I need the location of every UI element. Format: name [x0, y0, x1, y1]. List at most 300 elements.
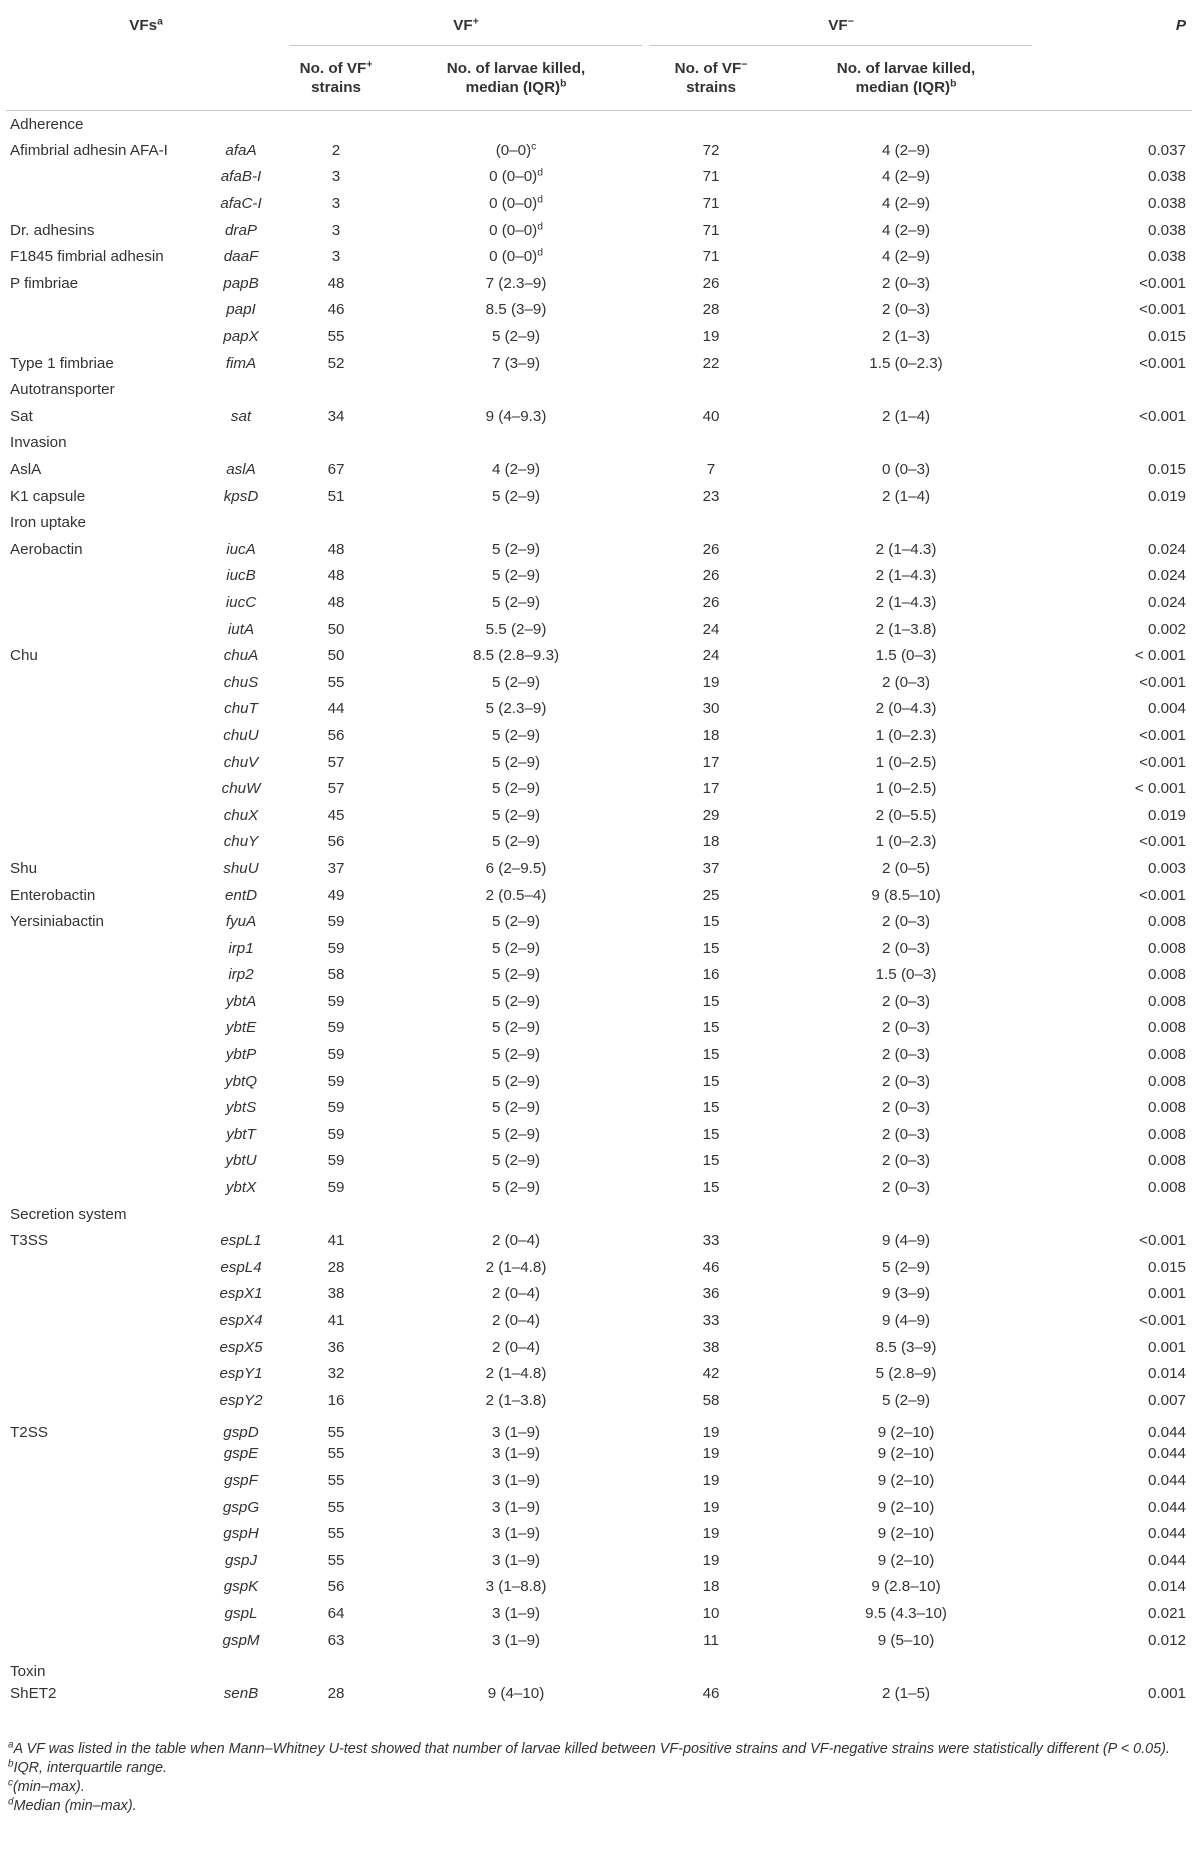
factor-cell-text: F1845 fimbrial adhesin	[10, 248, 164, 266]
p-value-cell	[1036, 1121, 1192, 1148]
neg-strains-cell-text: 26	[702, 540, 720, 558]
p-value-cell	[1036, 1360, 1192, 1387]
pos-strains-cell-text: 36	[327, 1338, 345, 1356]
pos-killed-cell-text: 3 (1–9)	[491, 1604, 541, 1622]
pos-killed-cell-text: 5 (2–9)	[491, 1152, 541, 1170]
gene-cell	[196, 563, 286, 590]
pos-killed-cell	[386, 1627, 646, 1654]
pos-killed-cell	[386, 1547, 646, 1574]
neg-killed-cell-text: 1.5 (0–3)	[875, 966, 937, 984]
factor-cell	[6, 882, 196, 909]
pos-strains-cell	[286, 722, 386, 749]
table-row	[6, 1520, 1192, 1547]
p-value-cell-text: 0.008	[1148, 1072, 1187, 1090]
gene-cell	[196, 1414, 286, 1441]
pos-killed-cell	[386, 722, 646, 749]
neg-killed-cell	[776, 1680, 1036, 1707]
gene-cell	[196, 749, 286, 776]
neg-killed-cell-text: 8.5 (3–9)	[875, 1338, 937, 1356]
neg-strains-cell-text: 19	[702, 328, 720, 346]
table-row	[6, 1174, 1192, 1201]
table-row	[6, 882, 1192, 909]
pos-strains-cell	[286, 1414, 386, 1441]
neg-killed-cell-text: 4 (2–9)	[881, 248, 931, 266]
table-row	[6, 243, 1192, 270]
gene-cell-text: draP	[224, 221, 258, 239]
table-row	[6, 1121, 1192, 1148]
neg-killed-cell-text: 2 (0–3)	[881, 301, 931, 319]
table-body	[6, 111, 1192, 1707]
gene-cell	[196, 642, 286, 669]
neg-strains-cell	[646, 164, 776, 191]
neg-killed-cell-text: 2 (0–3)	[881, 1046, 931, 1064]
neg-strains-cell	[646, 243, 776, 270]
factor-cell	[6, 935, 196, 962]
table-row	[6, 802, 1192, 829]
neg-killed-cell-text: 9 (4–9)	[881, 1232, 931, 1250]
neg-killed-cell	[776, 722, 1036, 749]
factor-cell	[6, 297, 196, 324]
neg-killed-cell-text: 4 (2–9)	[881, 195, 931, 213]
p-value-cell-text: 0.044	[1148, 1423, 1187, 1441]
header-pos-killed-label: No. of larvae killed,	[446, 60, 586, 77]
gene-cell	[196, 190, 286, 217]
header-pos-strains-label: No. of VF	[299, 60, 367, 77]
pos-killed-cell	[386, 1600, 646, 1627]
neg-strains-cell	[646, 1334, 776, 1361]
pos-strains-cell	[286, 1148, 386, 1175]
neg-killed-cell	[776, 137, 1036, 164]
factor-cell	[6, 1360, 196, 1387]
neg-strains-cell-text: 23	[702, 487, 720, 505]
pos-killed-cell-text: 5 (2–9)	[491, 806, 541, 824]
pos-strains-cell-text: 55	[327, 328, 345, 346]
pos-strains-cell-text: 67	[327, 461, 345, 479]
neg-strains-cell	[646, 1015, 776, 1042]
factor-cell	[6, 1441, 196, 1468]
pos-strains-cell-text: 59	[327, 913, 345, 931]
neg-strains-cell-text: 7	[706, 461, 716, 479]
neg-killed-cell	[776, 1121, 1036, 1148]
pos-killed-cell-text: 5 (2–9)	[491, 1072, 541, 1090]
gene-cell	[196, 1680, 286, 1707]
footnote	[8, 1778, 1194, 1797]
pos-strains-cell-text: 64	[327, 1604, 345, 1622]
gene-cell-text: chuW	[221, 780, 261, 798]
neg-killed-cell	[776, 1174, 1036, 1201]
factor-cell	[6, 855, 196, 882]
factor-cell	[6, 829, 196, 856]
factor-cell	[6, 217, 196, 244]
gene-cell-text: afaC-I	[220, 195, 262, 213]
p-value-cell	[1036, 1494, 1192, 1521]
neg-killed-cell-text: 2 (1–5)	[881, 1685, 931, 1703]
gene-cell	[196, 1041, 286, 1068]
neg-killed-cell-text: 9 (3–9)	[881, 1285, 931, 1303]
table-row	[6, 1254, 1192, 1281]
pos-strains-cell-text: 41	[327, 1232, 345, 1250]
pos-killed-cell	[386, 616, 646, 643]
gene-cell-text: espL1	[220, 1232, 262, 1250]
table-row	[6, 1015, 1192, 1042]
table-row	[6, 1574, 1192, 1601]
pos-killed-cell	[386, 988, 646, 1015]
gene-cell-text: iucB	[226, 567, 256, 585]
factor-cell	[6, 1520, 196, 1547]
header-pos-killed-label2: median (IQR)	[465, 79, 561, 96]
gene-cell	[196, 456, 286, 483]
footnote-mark: c	[8, 1777, 13, 1789]
gene-cell-text: chuT	[224, 700, 258, 718]
pos-strains-cell-text: 56	[327, 1578, 345, 1596]
gene-cell-text: ybtS	[225, 1099, 257, 1117]
neg-killed-cell	[776, 1414, 1036, 1441]
gene-cell-text: gspJ	[224, 1551, 258, 1569]
p-value-cell	[1036, 164, 1192, 191]
neg-killed-cell-text: 5 (2.8–9)	[875, 1365, 937, 1383]
gene-cell-text: chuY	[223, 833, 259, 851]
neg-killed-cell	[776, 563, 1036, 590]
table-row	[6, 536, 1192, 563]
gene-cell-text: papI	[226, 301, 256, 319]
neg-killed-cell-text: 1 (0–2.3)	[875, 833, 937, 851]
neg-killed-cell	[776, 190, 1036, 217]
pos-strains-cell-text: 48	[327, 540, 345, 558]
pos-killed-cell	[386, 802, 646, 829]
footnote-mark: d	[537, 167, 543, 179]
p-value-cell-text: 0.024	[1148, 567, 1187, 585]
gene-cell	[196, 1334, 286, 1361]
neg-killed-cell	[776, 1148, 1036, 1175]
factor-cell	[6, 1574, 196, 1601]
gene-cell-text: gspE	[223, 1445, 259, 1463]
p-value-cell	[1036, 1015, 1192, 1042]
pos-strains-cell-text: 3	[331, 195, 341, 213]
pos-killed-cell	[386, 1121, 646, 1148]
p-value-cell-text: 0.015	[1148, 461, 1187, 479]
neg-strains-cell	[646, 829, 776, 856]
neg-strains-cell	[646, 1227, 776, 1254]
pos-killed-cell-text: 5.5 (2–9)	[485, 620, 547, 638]
neg-killed-cell-text: 2 (0–4.3)	[875, 700, 937, 718]
neg-killed-cell-text: 9 (2–10)	[877, 1525, 935, 1543]
pos-killed-cell-text: 4 (2–9)	[491, 461, 541, 479]
pos-killed-cell	[386, 270, 646, 297]
factor-cell-text: Aerobactin	[10, 540, 83, 558]
table-row	[6, 1600, 1192, 1627]
gene-cell-text: ybtT	[226, 1125, 256, 1143]
factor-cell	[6, 1334, 196, 1361]
neg-killed-cell-text: 9 (2.8–10)	[871, 1578, 941, 1596]
neg-strains-cell	[646, 190, 776, 217]
pos-strains-cell-text: 58	[327, 966, 345, 984]
header-vf-positive-label: VF	[453, 16, 473, 34]
table-row	[6, 350, 1192, 377]
factor-cell	[6, 1494, 196, 1521]
p-value-cell	[1036, 1334, 1192, 1361]
p-value-cell-text: 0.008	[1148, 1125, 1187, 1143]
footnote	[8, 1759, 1194, 1778]
pos-strains-cell-text: 44	[327, 700, 345, 718]
table-row	[6, 749, 1192, 776]
factor-cell	[6, 988, 196, 1015]
p-value-cell	[1036, 1547, 1192, 1574]
pos-strains-cell	[286, 1387, 386, 1414]
neg-killed-cell-text: 2 (0–3)	[881, 1019, 931, 1037]
pos-strains-cell	[286, 1307, 386, 1334]
pos-strains-cell	[286, 589, 386, 616]
table-row	[6, 164, 1192, 191]
neg-killed-cell	[776, 1574, 1036, 1601]
table-row	[6, 403, 1192, 430]
p-value-cell	[1036, 775, 1192, 802]
pos-strains-cell-text: 55	[327, 1551, 345, 1569]
pos-killed-cell	[386, 297, 646, 324]
pos-strains-cell	[286, 164, 386, 191]
p-value-cell	[1036, 456, 1192, 483]
neg-killed-cell-text: 9 (2–10)	[877, 1445, 935, 1463]
gene-cell-text: papB	[223, 274, 259, 292]
neg-strains-cell	[646, 642, 776, 669]
pos-killed-cell-text: 6 (2–9.5)	[485, 859, 547, 877]
pos-strains-cell-text: 57	[327, 780, 345, 798]
neg-strains-cell	[646, 855, 776, 882]
gene-cell-text: gspM	[222, 1631, 260, 1649]
pos-killed-cell-text: 8.5 (2.8–9.3)	[472, 647, 560, 665]
header-vfs-label: VFs	[129, 16, 158, 34]
p-value-cell-text: <0.001	[1139, 886, 1187, 904]
neg-killed-cell	[776, 456, 1036, 483]
header-vf-positive	[286, 4, 646, 46]
neg-strains-cell	[646, 403, 776, 430]
gene-cell	[196, 775, 286, 802]
neg-strains-cell	[646, 696, 776, 723]
table-row	[6, 1627, 1192, 1654]
gene-cell-text: ybtQ	[224, 1072, 258, 1090]
neg-strains-cell	[646, 722, 776, 749]
pos-killed-cell	[386, 456, 646, 483]
pos-strains-cell-text: 48	[327, 567, 345, 585]
neg-killed-cell	[776, 1254, 1036, 1281]
factor-cell-text: Dr. adhesins	[10, 221, 95, 239]
p-value-cell	[1036, 1680, 1192, 1707]
pos-strains-cell-text: 59	[327, 1072, 345, 1090]
neg-killed-cell	[776, 1360, 1036, 1387]
gene-cell	[196, 589, 286, 616]
neg-strains-cell-text: 19	[702, 1445, 720, 1463]
neg-killed-cell-text: 2 (1–4.3)	[875, 540, 937, 558]
neg-killed-cell-text: 2 (0–3)	[881, 1099, 931, 1117]
table-row	[6, 616, 1192, 643]
neg-strains-cell	[646, 1121, 776, 1148]
factor-cell-text: P fimbriae	[10, 274, 79, 292]
p-value-cell-text: <0.001	[1139, 354, 1187, 372]
neg-strains-cell-text: 71	[702, 195, 720, 213]
neg-killed-cell	[776, 1094, 1036, 1121]
p-value-cell	[1036, 1227, 1192, 1254]
pos-strains-cell-text: 52	[327, 354, 345, 372]
neg-killed-cell	[776, 962, 1036, 989]
p-value-cell-text: 0.008	[1148, 1019, 1187, 1037]
factor-cell	[6, 1467, 196, 1494]
factor-cell	[6, 323, 196, 350]
pos-strains-cell-text: 16	[327, 1391, 345, 1409]
neg-strains-cell	[646, 935, 776, 962]
pos-killed-cell	[386, 403, 646, 430]
header-neg-killed-label: No. of larvae killed,	[836, 60, 976, 77]
header-neg-strains	[646, 46, 776, 111]
section-heading: Autotransporter	[10, 381, 115, 399]
pos-killed-cell-text: (0–0)	[495, 141, 532, 159]
neg-strains-cell	[646, 1148, 776, 1175]
pos-killed-cell	[386, 935, 646, 962]
pos-strains-cell-text: 50	[327, 647, 345, 665]
p-value-cell	[1036, 988, 1192, 1015]
neg-killed-cell-text: 9 (2–10)	[877, 1423, 935, 1441]
factor-cell	[6, 1307, 196, 1334]
pos-strains-cell	[286, 642, 386, 669]
p-value-cell	[1036, 1387, 1192, 1414]
pos-strains-cell-text: 59	[327, 1046, 345, 1064]
gene-cell	[196, 1227, 286, 1254]
factor-cell	[6, 669, 196, 696]
gene-cell-text: iucC	[225, 593, 257, 611]
neg-killed-cell	[776, 270, 1036, 297]
pos-strains-cell-text: 28	[327, 1258, 345, 1276]
gene-cell-text: entD	[224, 886, 258, 904]
neg-killed-cell	[776, 1387, 1036, 1414]
neg-killed-cell-text: 2 (0–3)	[881, 1179, 931, 1197]
gene-cell	[196, 536, 286, 563]
factor-cell-text: T2SS	[10, 1423, 48, 1441]
p-value-cell-text: < 0.001	[1134, 647, 1187, 665]
neg-killed-cell	[776, 483, 1036, 510]
pos-killed-cell-text: 0 (0–0)	[489, 221, 538, 239]
gene-cell-text: gspH	[223, 1525, 259, 1543]
section-heading: Iron uptake	[10, 514, 86, 532]
neg-killed-cell-text: 2 (0–3)	[881, 1125, 931, 1143]
pos-killed-cell	[386, 243, 646, 270]
section-row	[6, 376, 1192, 403]
gene-cell-text: iutA	[227, 620, 255, 638]
gene-cell-text: aslA	[226, 461, 256, 479]
neg-killed-cell	[776, 243, 1036, 270]
pos-strains-cell	[286, 669, 386, 696]
table-row	[6, 1227, 1192, 1254]
factor-cell-text: ShET2	[10, 1685, 57, 1703]
neg-killed-cell	[776, 908, 1036, 935]
pos-killed-cell	[386, 1174, 646, 1201]
p-value-cell-text: 0.044	[1148, 1471, 1187, 1489]
pos-strains-cell-text: 46	[327, 301, 345, 319]
table-row	[6, 1360, 1192, 1387]
neg-strains-cell-text: 22	[702, 354, 720, 372]
pos-killed-cell-text: 3 (1–9)	[491, 1631, 541, 1649]
gene-cell	[196, 1254, 286, 1281]
gene-cell-text: ybtP	[225, 1046, 257, 1064]
p-value-cell	[1036, 749, 1192, 776]
pos-killed-cell-text: 3 (1–9)	[491, 1525, 541, 1543]
neg-strains-cell	[646, 962, 776, 989]
factor-cell	[6, 1254, 196, 1281]
pos-strains-cell	[286, 1334, 386, 1361]
table-row	[6, 1547, 1192, 1574]
superscript: −	[847, 15, 854, 27]
p-value-cell-text: 0.024	[1148, 593, 1187, 611]
gene-cell	[196, 616, 286, 643]
p-value-cell-text: 0.015	[1148, 1258, 1187, 1276]
neg-killed-cell	[776, 1281, 1036, 1308]
pos-strains-cell-text: 3	[331, 248, 341, 266]
table-row	[6, 297, 1192, 324]
p-value-cell-text: 0.038	[1148, 168, 1187, 186]
factor-cell-text: Shu	[10, 859, 38, 877]
neg-strains-cell-text: 33	[702, 1232, 720, 1250]
neg-strains-cell	[646, 483, 776, 510]
neg-strains-cell-text: 19	[702, 1498, 720, 1516]
neg-strains-cell-text: 42	[702, 1365, 720, 1383]
gene-cell-text: espX5	[219, 1338, 263, 1356]
pos-strains-cell	[286, 882, 386, 909]
p-value-cell-text: 0.007	[1148, 1391, 1187, 1409]
neg-killed-cell	[776, 669, 1036, 696]
gene-cell	[196, 696, 286, 723]
pos-killed-cell	[386, 775, 646, 802]
factor-cell	[6, 563, 196, 590]
neg-strains-cell-text: 18	[702, 726, 720, 744]
neg-strains-cell	[646, 616, 776, 643]
table-row	[6, 137, 1192, 164]
factor-cell	[6, 1041, 196, 1068]
factor-cell	[6, 536, 196, 563]
pos-strains-cell	[286, 1094, 386, 1121]
pos-strains-cell	[286, 536, 386, 563]
factor-cell	[6, 350, 196, 377]
gene-cell	[196, 1547, 286, 1574]
pos-killed-cell-text: 5 (2–9)	[491, 487, 541, 505]
p-value-cell-text: 0.008	[1148, 1179, 1187, 1197]
p-value-cell	[1036, 1307, 1192, 1334]
p-value-cell-text: 0.019	[1148, 487, 1187, 505]
gene-cell	[196, 350, 286, 377]
neg-killed-cell-text: 2 (0–3)	[881, 992, 931, 1010]
pos-killed-cell	[386, 642, 646, 669]
gene-cell	[196, 1441, 286, 1468]
factor-cell	[6, 1094, 196, 1121]
p-value-cell-text: 0.044	[1148, 1498, 1187, 1516]
p-value-cell	[1036, 243, 1192, 270]
neg-strains-cell	[646, 217, 776, 244]
p-value-cell-text: 0.044	[1148, 1525, 1187, 1543]
pos-killed-cell-text: 3 (1–9)	[491, 1423, 541, 1441]
factor-cell	[6, 483, 196, 510]
pos-killed-cell-text: 0 (0–0)	[489, 195, 538, 213]
pos-killed-cell-text: 2 (0.5–4)	[485, 886, 547, 904]
footnote-mark: a	[8, 1739, 14, 1751]
neg-strains-cell	[646, 1281, 776, 1308]
neg-strains-cell	[646, 536, 776, 563]
neg-strains-cell	[646, 563, 776, 590]
pos-killed-cell-text: 5 (2–9)	[491, 833, 541, 851]
factor-cell-text: Yersiniabactin	[10, 913, 105, 931]
pos-killed-cell	[386, 190, 646, 217]
p-value-cell	[1036, 1281, 1192, 1308]
pos-strains-cell	[286, 1360, 386, 1387]
pos-strains-cell-text: 48	[327, 593, 345, 611]
footnote-text: A VF was listed in the table when Mann–Whitney U-test showed that number of larvae killed between VF-positive strains and VF-negative strains were statistically different (P < 0.05).	[13, 1741, 1170, 1757]
p-value-cell	[1036, 483, 1192, 510]
gene-cell-text: gspD	[223, 1423, 259, 1441]
